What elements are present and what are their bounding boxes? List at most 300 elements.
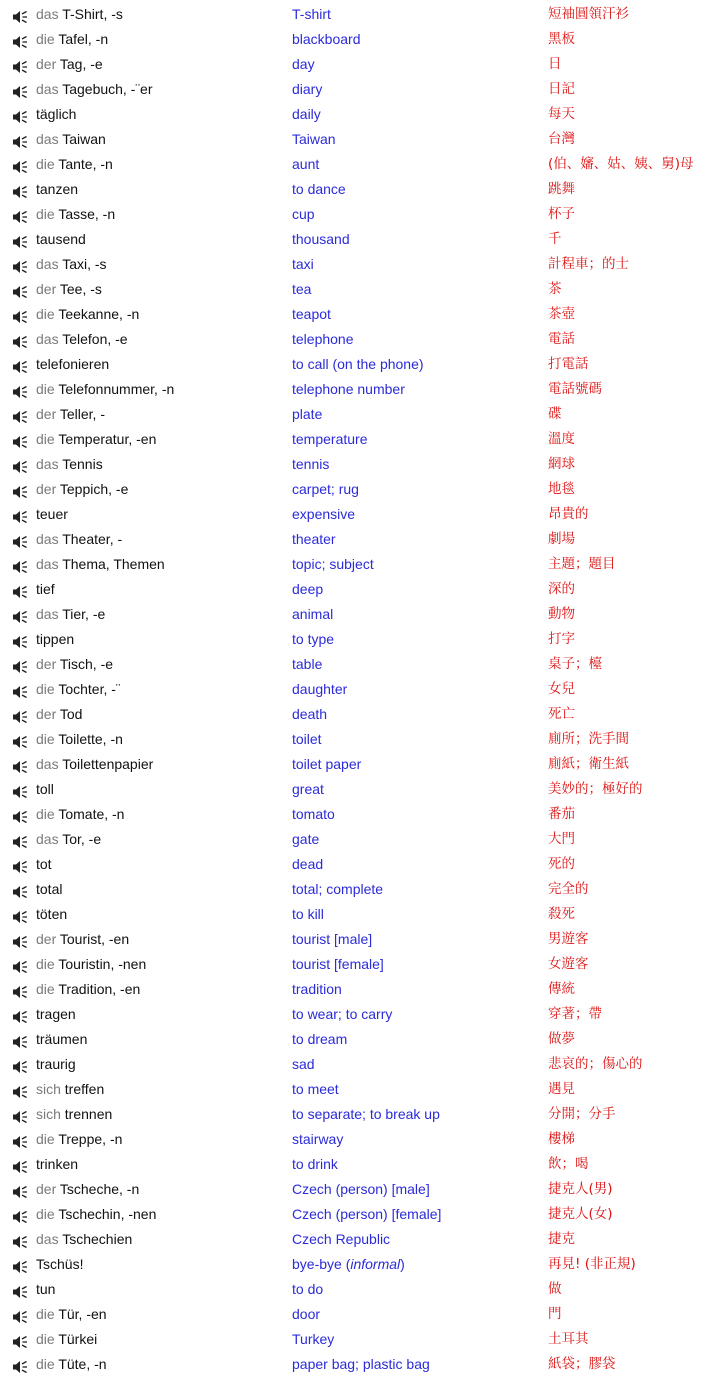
english-text: tea <box>292 281 312 297</box>
chinese-translation: 黑板 <box>548 31 575 47</box>
german-word: täglich <box>36 106 77 122</box>
chinese-translation: 計程車；的士 <box>548 256 629 272</box>
speaker-icon[interactable] <box>12 682 28 696</box>
german-term <box>36 1052 76 1077</box>
vocab-row <box>0 1252 720 1277</box>
english-translation <box>292 227 350 252</box>
chinese-translation: 捷克人(男) <box>548 1181 613 1197</box>
german-term <box>36 1352 107 1377</box>
english-text: bye-bye ( <box>292 1256 351 1272</box>
english-text: diary <box>292 81 323 97</box>
english-translation <box>292 577 323 602</box>
german-term <box>36 1227 132 1252</box>
speaker-icon[interactable] <box>12 57 28 71</box>
german-word: Tochter, -¨ <box>58 681 121 697</box>
english-translation <box>292 452 329 477</box>
english-italic: informal <box>350 1256 401 1272</box>
english-translation <box>292 102 321 127</box>
english-text: teapot <box>292 306 331 322</box>
english-text: toilet <box>292 731 322 747</box>
chinese-translation: 捷克 <box>548 1231 575 1247</box>
vocab-row <box>0 577 720 602</box>
speaker-icon[interactable] <box>12 432 28 446</box>
speaker-icon[interactable] <box>12 807 28 821</box>
chinese-translation: 美妙的；極好的 <box>548 781 643 797</box>
speaker-icon[interactable] <box>12 707 28 721</box>
english-text: stairway <box>292 1131 344 1147</box>
german-word: Telefonnummer, -n <box>58 381 175 397</box>
chinese-translation: 動物 <box>548 606 575 622</box>
english-translation <box>292 202 315 227</box>
vocab-row <box>0 377 720 402</box>
german-term <box>36 1277 55 1302</box>
english-translation <box>292 2 331 27</box>
article: sich <box>36 1081 65 1097</box>
chinese-translation: 深的 <box>548 581 575 597</box>
german-term <box>36 1077 104 1102</box>
article: die <box>36 1356 59 1372</box>
english-text: topic; subject <box>292 556 374 572</box>
chinese-translation: 桌子；檯 <box>548 656 602 672</box>
speaker-icon[interactable] <box>12 107 28 121</box>
english-text: to wear; to carry <box>292 1006 393 1022</box>
german-word: träumen <box>36 1031 88 1047</box>
german-term <box>36 777 54 802</box>
article: das <box>36 831 63 847</box>
english-translation <box>292 527 336 552</box>
vocab-row <box>0 502 720 527</box>
speaker-icon[interactable] <box>12 407 28 421</box>
english-translation <box>292 1027 347 1052</box>
vocab-row <box>0 552 720 577</box>
article: das <box>36 131 63 147</box>
german-word: Treppe, -n <box>58 1131 123 1147</box>
article: die <box>36 681 59 697</box>
article: die <box>36 731 59 747</box>
german-word: tausend <box>36 231 86 247</box>
german-word: tief <box>36 581 55 597</box>
english-text: daughter <box>292 681 348 697</box>
german-term <box>36 952 146 977</box>
vocab-row <box>0 402 720 427</box>
speaker-icon[interactable] <box>12 182 28 196</box>
english-text: to type <box>292 631 335 647</box>
english-text: Taiwan <box>292 131 336 147</box>
vocab-row <box>0 877 720 902</box>
vocab-row <box>0 102 720 127</box>
english-text: expensive <box>292 506 356 522</box>
german-word: Teppich, -e <box>59 481 129 497</box>
vocab-row <box>0 1327 720 1352</box>
vocab-row <box>0 627 720 652</box>
german-word: tun <box>36 1281 56 1297</box>
chinese-translation: 遇見 <box>548 1081 575 1097</box>
german-term <box>36 902 67 927</box>
english-text: theater <box>292 531 336 547</box>
speaker-icon[interactable] <box>12 157 28 171</box>
english-translation <box>292 152 319 177</box>
speaker-icon[interactable] <box>12 1207 28 1221</box>
speaker-icon[interactable] <box>12 357 28 371</box>
german-term <box>36 277 102 302</box>
speaker-icon[interactable] <box>12 732 28 746</box>
vocab-row <box>0 277 720 302</box>
english-translation <box>292 827 319 852</box>
english-text: tomato <box>292 806 335 822</box>
article: die <box>36 31 59 47</box>
chinese-translation: (伯、嬸、姑、姨、舅)母 <box>548 156 694 172</box>
german-term <box>36 1127 122 1152</box>
german-word: Tourist, -en <box>59 931 130 947</box>
chinese-translation: 電話號碼 <box>548 381 602 397</box>
german-term <box>36 477 128 502</box>
english-text: dead <box>292 856 324 872</box>
article: der <box>36 481 60 497</box>
speaker-icon[interactable] <box>12 7 28 21</box>
speaker-icon[interactable] <box>12 507 28 521</box>
article: der <box>36 931 60 947</box>
chinese-translation: 穿著；帶 <box>548 1006 602 1022</box>
english-text: tourist [male] <box>292 931 373 947</box>
german-word: trennen <box>64 1106 113 1122</box>
speaker-icon[interactable] <box>12 582 28 596</box>
german-word: Tschechin, -nen <box>58 1206 157 1222</box>
chinese-translation: 大門 <box>548 831 575 847</box>
english-text: plate <box>292 406 323 422</box>
speaker-icon[interactable] <box>12 882 28 896</box>
english-translation <box>292 727 322 752</box>
german-term <box>36 202 115 227</box>
speaker-icon[interactable] <box>12 1357 28 1371</box>
speaker-icon[interactable] <box>12 1182 28 1196</box>
english-text: death <box>292 706 328 722</box>
german-word: Toilettenpapier <box>62 756 154 772</box>
speaker-icon[interactable] <box>12 232 28 246</box>
german-word: Touristin, -nen <box>58 956 147 972</box>
chinese-translation: 溫度 <box>548 431 575 447</box>
chinese-translation: 做夢 <box>548 1031 575 1047</box>
vocab-row <box>0 1302 720 1327</box>
german-term <box>36 727 123 752</box>
english-translation <box>292 1352 430 1377</box>
speaker-icon[interactable] <box>12 307 28 321</box>
speaker-icon[interactable] <box>12 1082 28 1096</box>
chinese-translation: 土耳其 <box>548 1331 589 1347</box>
vocab-row <box>0 2 720 27</box>
english-translation <box>292 402 322 427</box>
vocab-row <box>0 427 720 452</box>
german-term <box>36 677 121 702</box>
chinese-translation: 完全的 <box>548 881 589 897</box>
english-translation <box>292 1327 334 1352</box>
english-text: to kill <box>292 906 324 922</box>
english-text: gate <box>292 831 320 847</box>
german-word: Tod <box>59 706 83 722</box>
vocab-row <box>0 452 720 477</box>
article: die <box>36 981 59 997</box>
german-word: Tagebuch, -¨er <box>62 81 153 97</box>
speaker-icon[interactable] <box>12 1057 28 1071</box>
speaker-icon[interactable] <box>12 1032 28 1046</box>
chinese-translation: 傳統 <box>548 981 575 997</box>
english-translation <box>292 877 383 902</box>
article: die <box>36 1131 59 1147</box>
german-term <box>36 652 113 677</box>
english-text: total; complete <box>292 881 384 897</box>
english-translation <box>292 1077 339 1102</box>
vocab-row <box>0 827 720 852</box>
german-word: Tafel, -n <box>58 31 109 47</box>
vocab-row <box>0 1352 720 1377</box>
german-word: tippen <box>36 631 75 647</box>
speaker-icon[interactable] <box>12 32 28 46</box>
vocab-row <box>0 702 720 727</box>
speaker-icon[interactable] <box>12 282 28 296</box>
german-word: treffen <box>64 1081 105 1097</box>
english-translation <box>292 652 322 677</box>
german-term <box>36 227 86 252</box>
english-translation <box>292 302 331 327</box>
chinese-translation: 電話 <box>548 331 575 347</box>
english-text: to drink <box>292 1156 338 1172</box>
vocab-row <box>0 352 720 377</box>
german-term <box>36 927 129 952</box>
english-text: Czech Republic <box>292 1231 391 1247</box>
article: der <box>36 656 60 672</box>
german-term <box>36 502 68 527</box>
article: das <box>36 606 63 622</box>
english-translation <box>292 1227 390 1252</box>
english-translation <box>292 377 405 402</box>
english-translation <box>292 802 335 827</box>
english-translation <box>292 1252 405 1277</box>
article: das <box>36 531 63 547</box>
english-text: taxi <box>292 256 314 272</box>
vocab-row <box>0 1152 720 1177</box>
article: das <box>36 6 63 22</box>
german-term <box>36 1002 76 1027</box>
speaker-icon[interactable] <box>12 1232 28 1246</box>
english-text-after: ) <box>400 1256 405 1272</box>
vocab-row <box>0 302 720 327</box>
german-term <box>36 1327 97 1352</box>
german-word: Thema, Themen <box>62 556 165 572</box>
chinese-translation: 死的 <box>548 856 575 872</box>
speaker-icon[interactable] <box>12 907 28 921</box>
english-translation <box>292 927 372 952</box>
german-word: Tor, -e <box>62 831 102 847</box>
english-text: paper bag; plastic bag <box>292 1356 430 1372</box>
vocab-row <box>0 27 720 52</box>
german-term <box>36 252 107 277</box>
english-translation <box>292 77 322 102</box>
vocab-row <box>0 1202 720 1227</box>
speaker-icon[interactable] <box>12 382 28 396</box>
english-translation <box>292 252 314 277</box>
german-word: Temperatur, -en <box>58 431 157 447</box>
english-text: daily <box>292 106 321 122</box>
german-word: Türkei <box>58 1331 98 1347</box>
chinese-translation: 碟 <box>548 406 562 422</box>
speaker-icon[interactable] <box>12 1307 28 1321</box>
speaker-icon[interactable] <box>12 82 28 96</box>
vocab-row <box>0 77 720 102</box>
chinese-translation: 茶壺 <box>548 306 575 322</box>
english-text: to separate; to break up <box>292 1106 440 1122</box>
german-term <box>36 1152 78 1177</box>
vocab-row <box>0 802 720 827</box>
vocab-row <box>0 1277 720 1302</box>
german-term <box>36 977 140 1002</box>
article: die <box>36 306 59 322</box>
chinese-translation: 做 <box>548 1281 562 1297</box>
english-text: to meet <box>292 1081 339 1097</box>
speaker-icon[interactable] <box>12 1257 28 1271</box>
chinese-translation: 樓梯 <box>548 1131 575 1147</box>
speaker-icon[interactable] <box>12 1282 28 1296</box>
english-translation <box>292 752 361 777</box>
speaker-icon[interactable] <box>12 132 28 146</box>
english-translation <box>292 1177 430 1202</box>
vocab-row <box>0 677 720 702</box>
english-translation <box>292 427 367 452</box>
english-text: tradition <box>292 981 342 997</box>
vocab-row <box>0 977 720 1002</box>
speaker-icon[interactable] <box>12 857 28 871</box>
english-text: to dance <box>292 181 346 197</box>
chinese-translation: 昂貴的 <box>548 506 589 522</box>
chinese-translation: 茶 <box>548 281 562 297</box>
speaker-icon[interactable] <box>12 557 28 571</box>
german-term <box>36 52 103 77</box>
german-term <box>36 427 156 452</box>
article: der <box>36 1181 60 1197</box>
german-word: total <box>36 881 63 897</box>
english-translation <box>292 352 424 377</box>
speaker-icon[interactable] <box>12 1332 28 1346</box>
speaker-icon[interactable] <box>12 1132 28 1146</box>
speaker-icon[interactable] <box>12 1007 28 1021</box>
chinese-translation: 女遊客 <box>548 956 589 972</box>
article: die <box>36 1331 59 1347</box>
speaker-icon[interactable] <box>12 1107 28 1121</box>
english-text: Turkey <box>292 1331 335 1347</box>
article: die <box>36 1206 59 1222</box>
english-text: cup <box>292 206 315 222</box>
german-term <box>36 1177 139 1202</box>
english-text: door <box>292 1306 321 1322</box>
article: die <box>36 806 59 822</box>
vocab-row <box>0 727 720 752</box>
english-text: aunt <box>292 156 320 172</box>
vocab-row <box>0 927 720 952</box>
speaker-icon[interactable] <box>12 532 28 546</box>
speaker-icon[interactable] <box>12 632 28 646</box>
english-text: to call (on the phone) <box>292 356 424 372</box>
article: die <box>36 956 59 972</box>
german-term <box>36 877 62 902</box>
article: das <box>36 81 63 97</box>
german-word: Tier, -e <box>62 606 106 622</box>
speaker-icon[interactable] <box>12 757 28 771</box>
chinese-translation: 杯子 <box>548 206 575 222</box>
german-word: tot <box>36 856 52 872</box>
vocab-row <box>0 1027 720 1052</box>
chinese-translation: 短袖圓領汗衫 <box>548 6 629 22</box>
german-word: traurig <box>36 1056 76 1072</box>
speaker-icon[interactable] <box>12 257 28 271</box>
chinese-translation: 分開；分手 <box>548 1106 616 1122</box>
english-text: blackboard <box>292 31 361 47</box>
speaker-icon[interactable] <box>12 607 28 621</box>
german-word: Tschechien <box>62 1231 133 1247</box>
chinese-translation: 飲；喝 <box>548 1156 589 1172</box>
english-text: carpet; rug <box>292 481 359 497</box>
chinese-translation: 千 <box>548 231 562 247</box>
chinese-translation: 女兒 <box>548 681 575 697</box>
speaker-icon[interactable] <box>12 832 28 846</box>
speaker-icon[interactable] <box>12 457 28 471</box>
vocab-row <box>0 127 720 152</box>
german-word: Taiwan <box>62 131 106 147</box>
english-text: telephone <box>292 331 354 347</box>
english-text: temperature <box>292 431 368 447</box>
english-text: T-shirt <box>292 6 331 22</box>
vocab-row <box>0 177 720 202</box>
chinese-translation: 番茄 <box>548 806 575 822</box>
english-translation <box>292 852 323 877</box>
vocab-row <box>0 1127 720 1152</box>
speaker-icon[interactable] <box>12 932 28 946</box>
article: das <box>36 331 63 347</box>
chinese-translation: 紙袋；膠袋 <box>548 1356 616 1372</box>
german-term <box>36 2 123 27</box>
speaker-icon[interactable] <box>12 982 28 996</box>
german-word: töten <box>36 906 68 922</box>
german-word: T-Shirt, -s <box>62 6 123 22</box>
german-term <box>36 152 113 177</box>
vocab-row <box>0 202 720 227</box>
chinese-translation: 門 <box>548 1306 562 1322</box>
german-term <box>36 527 122 552</box>
english-text: great <box>292 781 324 797</box>
german-term <box>36 452 103 477</box>
vocab-row <box>0 227 720 252</box>
speaker-icon[interactable] <box>12 207 28 221</box>
speaker-icon[interactable] <box>12 332 28 346</box>
speaker-icon[interactable] <box>12 957 28 971</box>
chinese-translation: 台灣 <box>548 131 575 147</box>
speaker-icon[interactable] <box>12 782 28 796</box>
german-term <box>36 402 105 427</box>
speaker-icon[interactable] <box>12 657 28 671</box>
article: der <box>36 56 60 72</box>
german-word: Telefon, -e <box>62 331 128 347</box>
english-translation <box>292 52 315 77</box>
english-translation <box>292 552 374 577</box>
english-translation <box>292 1052 315 1077</box>
speaker-icon[interactable] <box>12 482 28 496</box>
speaker-icon[interactable] <box>12 1157 28 1171</box>
english-translation <box>292 177 346 202</box>
english-text: to dream <box>292 1031 348 1047</box>
english-translation <box>292 1102 440 1127</box>
english-translation <box>292 777 324 802</box>
german-term <box>36 702 82 727</box>
english-text: deep <box>292 581 324 597</box>
english-translation <box>292 1127 343 1152</box>
vocab-row <box>0 752 720 777</box>
